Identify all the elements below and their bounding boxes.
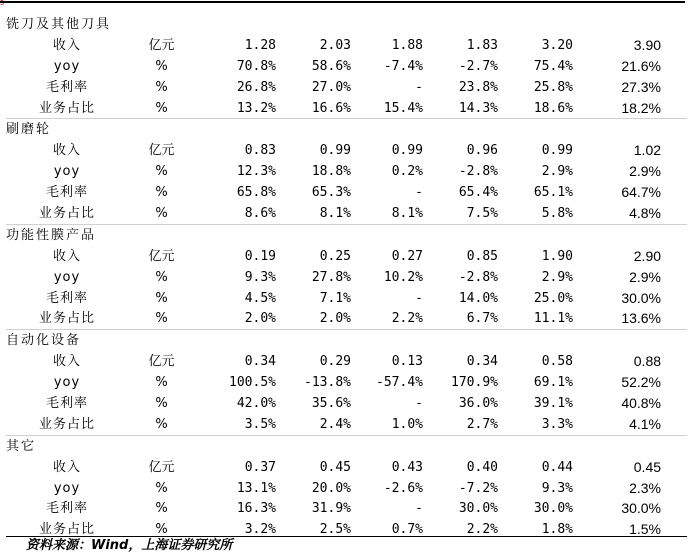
value-cell: 4.8% xyxy=(629,204,662,221)
metric-label: 毛利率 xyxy=(45,290,88,306)
table-row xyxy=(6,140,687,161)
corner-mark: 5 xyxy=(0,0,5,7)
value-cell: 2.9% xyxy=(541,269,573,285)
value-cell: 0.27 xyxy=(391,248,423,264)
value-cell: 27.8% xyxy=(311,269,351,285)
table-row xyxy=(6,246,687,267)
value-cell: 0.40 xyxy=(466,459,498,475)
value-cell: 0.19 xyxy=(244,248,276,264)
value-cell: -2.8% xyxy=(458,269,498,285)
value-cell: 2.5% xyxy=(319,522,351,538)
table-row xyxy=(6,56,687,77)
metric-label: yoy xyxy=(53,269,81,285)
section-header-row xyxy=(6,119,687,140)
metric-label: 业务占比 xyxy=(38,205,95,221)
unit-label: 亿元 xyxy=(148,37,175,53)
value-cell: 18.6% xyxy=(533,100,573,116)
value-cell: 30.0% xyxy=(533,501,573,517)
value-cell: 1.28 xyxy=(244,37,276,53)
value-cell: 58.6% xyxy=(311,58,351,74)
value-cell: 8.6% xyxy=(244,205,276,221)
metric-label: 毛利率 xyxy=(45,501,88,517)
value-cell: 65.3% xyxy=(311,185,351,201)
unit-label: % xyxy=(155,100,168,116)
value-cell: 2.9% xyxy=(629,163,662,180)
value-cell: 9.3% xyxy=(541,480,573,496)
value-cell: 35.6% xyxy=(311,395,351,411)
value-cell: 8.1% xyxy=(319,205,351,221)
unit-label: % xyxy=(155,58,168,74)
section-title: 自动化设备 xyxy=(6,330,687,351)
unit-label: 亿元 xyxy=(148,143,175,159)
unit-label: % xyxy=(155,290,168,306)
value-cell: 1.83 xyxy=(466,37,498,53)
value-cell: 31.9% xyxy=(311,501,351,517)
value-cell: 0.45 xyxy=(319,459,351,475)
value-cell: 16.6% xyxy=(311,100,351,116)
value-cell: 15.4% xyxy=(383,100,423,116)
value-cell: 11.1% xyxy=(533,311,573,327)
value-cell: 75.4% xyxy=(533,58,573,74)
value-cell: 64.7% xyxy=(621,184,662,201)
value-cell: 13.2% xyxy=(236,100,276,116)
value-cell: 3.5% xyxy=(244,416,276,432)
value-cell: 2.9% xyxy=(629,268,662,285)
value-cell: 18.2% xyxy=(621,99,662,116)
table-row xyxy=(6,98,687,119)
value-cell: 0.29 xyxy=(319,354,351,370)
value-cell: - xyxy=(415,501,423,517)
value-cell: 6.7% xyxy=(466,311,498,327)
table-row xyxy=(6,308,687,329)
value-cell: 0.45 xyxy=(633,458,662,475)
value-cell: -2.6% xyxy=(383,480,423,496)
value-cell: 0.96 xyxy=(466,143,498,159)
value-cell: 39.1% xyxy=(533,395,573,411)
metric-label: 业务占比 xyxy=(38,522,95,538)
value-cell: 2.03 xyxy=(319,37,351,53)
value-cell: 1.02 xyxy=(633,142,662,159)
metric-label: 业务占比 xyxy=(38,416,95,432)
unit-label: 亿元 xyxy=(148,354,175,370)
value-cell: 5.8% xyxy=(541,205,573,221)
value-cell: 25.8% xyxy=(533,79,573,95)
source-note: 资料来源：Wind，上海证券研究所 xyxy=(26,538,233,553)
value-cell: 0.99 xyxy=(319,143,351,159)
value-cell: - xyxy=(415,185,423,201)
metric-label: 毛利率 xyxy=(45,79,88,95)
metric-label: 业务占比 xyxy=(38,100,95,116)
value-cell: 4.1% xyxy=(629,415,662,432)
value-cell: 12.3% xyxy=(236,164,276,180)
value-cell: 2.2% xyxy=(466,522,498,538)
value-cell: 13.1% xyxy=(236,480,276,496)
table-row xyxy=(6,414,687,435)
unit-label: % xyxy=(155,79,168,95)
value-cell: 7.1% xyxy=(319,290,351,306)
value-cell: 27.0% xyxy=(311,79,351,95)
value-cell: 20.0% xyxy=(311,480,351,496)
value-cell: 3.20 xyxy=(541,37,573,53)
value-cell: 40.8% xyxy=(621,394,662,411)
value-cell: 13.6% xyxy=(621,310,662,327)
table-row xyxy=(6,203,687,224)
table-row xyxy=(6,35,687,56)
metric-label: yoy xyxy=(53,375,81,391)
value-cell: 1.5% xyxy=(629,521,662,538)
value-cell: 0.7% xyxy=(391,522,423,538)
metric-label: 收入 xyxy=(52,459,81,475)
value-cell: -57.4% xyxy=(376,375,423,391)
value-cell: 2.2% xyxy=(391,311,423,327)
value-cell: -7.4% xyxy=(383,58,423,74)
value-cell: 65.8% xyxy=(236,185,276,201)
table-row xyxy=(6,393,687,414)
table-row xyxy=(6,182,687,203)
value-cell: 2.3% xyxy=(629,479,662,496)
value-cell: 1.8% xyxy=(541,522,573,538)
value-cell: 8.1% xyxy=(391,205,423,221)
section-title: 铣刀及其他刀具 xyxy=(6,16,112,32)
value-cell: 14.3% xyxy=(458,100,498,116)
section-title: 刷磨轮 xyxy=(6,119,687,140)
metric-label: 收入 xyxy=(52,354,81,370)
section-header-row xyxy=(6,14,687,35)
table-row xyxy=(6,267,687,288)
value-cell: - xyxy=(415,290,423,306)
unit-label: % xyxy=(155,480,168,496)
value-cell: 7.5% xyxy=(466,205,498,221)
value-cell: 16.3% xyxy=(236,501,276,517)
section-title: 功能性膜产品 xyxy=(6,224,687,245)
value-cell: 9.3% xyxy=(244,269,276,285)
value-cell: 14.0% xyxy=(458,290,498,306)
unit-label: % xyxy=(155,164,168,180)
unit-label: 亿元 xyxy=(148,459,175,475)
table-row xyxy=(6,478,687,499)
value-cell: 3.2% xyxy=(244,522,276,538)
value-cell: 2.90 xyxy=(633,247,662,264)
section-header-row xyxy=(6,330,687,351)
table-row xyxy=(6,77,687,98)
value-cell: -13.8% xyxy=(304,375,351,391)
value-cell: 170.9% xyxy=(451,375,498,391)
value-cell: 36.0% xyxy=(458,395,498,411)
value-cell: 10.2% xyxy=(383,269,423,285)
table-row xyxy=(6,498,687,519)
value-cell: 0.44 xyxy=(541,459,573,475)
value-cell: - xyxy=(415,79,423,95)
value-cell: 18.8% xyxy=(311,164,351,180)
unit-label: % xyxy=(155,185,168,201)
section-header-row xyxy=(6,224,687,245)
value-cell: 25.0% xyxy=(533,290,573,306)
value-cell: 65.4% xyxy=(458,185,498,201)
value-cell: 70.8% xyxy=(236,58,276,74)
value-cell: 52.2% xyxy=(621,374,662,391)
value-cell: 0.99 xyxy=(391,143,423,159)
unit-label: % xyxy=(155,395,168,411)
value-cell: 21.6% xyxy=(621,57,662,74)
value-cell: 0.58 xyxy=(541,354,573,370)
table-row xyxy=(6,288,687,309)
value-cell: 23.8% xyxy=(458,79,498,95)
value-cell: - xyxy=(415,395,423,411)
value-cell: 0.25 xyxy=(319,248,351,264)
unit-label: % xyxy=(155,205,168,221)
value-cell: 1.88 xyxy=(391,37,423,53)
value-cell: 3.90 xyxy=(633,36,662,53)
metric-label: 收入 xyxy=(52,248,81,264)
segment-table xyxy=(6,14,687,540)
value-cell: 69.1% xyxy=(533,375,573,391)
metric-label: 收入 xyxy=(52,143,81,159)
value-cell: 3.3% xyxy=(541,416,573,432)
value-cell: 0.2% xyxy=(391,164,423,180)
value-cell: 0.43 xyxy=(391,459,423,475)
value-cell: -7.2% xyxy=(458,480,498,496)
unit-label: % xyxy=(155,375,168,391)
value-cell: 27.3% xyxy=(621,78,662,95)
value-cell: 0.83 xyxy=(244,143,276,159)
value-cell: 2.4% xyxy=(319,416,351,432)
unit-label: % xyxy=(155,269,168,285)
value-cell: 0.34 xyxy=(466,354,498,370)
metric-label: yoy xyxy=(53,480,81,496)
value-cell: 2.7% xyxy=(466,416,498,432)
top-rule xyxy=(0,1,685,3)
value-cell: -2.8% xyxy=(458,164,498,180)
value-cell: 30.0% xyxy=(458,501,498,517)
value-cell: 0.88 xyxy=(633,353,662,370)
value-cell: 26.8% xyxy=(236,79,276,95)
value-cell: 30.0% xyxy=(621,289,662,306)
metric-label: 收入 xyxy=(52,37,81,53)
value-cell: 100.5% xyxy=(229,375,276,391)
value-cell: 1.90 xyxy=(541,248,573,264)
value-cell: 0.99 xyxy=(541,143,573,159)
section-header-row xyxy=(6,435,687,456)
table-row xyxy=(6,351,687,372)
value-cell: -2.7% xyxy=(458,58,498,74)
bottom-rule xyxy=(6,536,687,537)
value-cell: 65.1% xyxy=(533,185,573,201)
value-cell: 0.13 xyxy=(391,354,423,370)
value-cell: 2.9% xyxy=(541,164,573,180)
metric-label: 业务占比 xyxy=(38,311,95,327)
unit-label: % xyxy=(155,522,168,538)
value-cell: 0.34 xyxy=(244,354,276,370)
table-row xyxy=(6,372,687,393)
metric-label: 毛利率 xyxy=(45,395,88,411)
table-row xyxy=(6,457,687,478)
value-cell: 1.0% xyxy=(391,416,423,432)
unit-label: % xyxy=(155,416,168,432)
value-cell: 4.5% xyxy=(244,290,276,306)
section-title: 其它 xyxy=(6,435,687,456)
value-cell: 42.0% xyxy=(236,395,276,411)
metric-label: yoy xyxy=(53,164,81,180)
metric-label: 毛利率 xyxy=(45,185,88,201)
unit-label: % xyxy=(155,501,168,517)
value-cell: 2.0% xyxy=(244,311,276,327)
unit-label: 亿元 xyxy=(148,248,175,264)
value-cell: 2.0% xyxy=(319,311,351,327)
unit-label: % xyxy=(155,311,168,327)
table-row xyxy=(6,161,687,182)
value-cell: 0.85 xyxy=(466,248,498,264)
value-cell: 30.0% xyxy=(621,500,662,517)
value-cell: 0.37 xyxy=(244,459,276,475)
metric-label: yoy xyxy=(53,58,81,74)
